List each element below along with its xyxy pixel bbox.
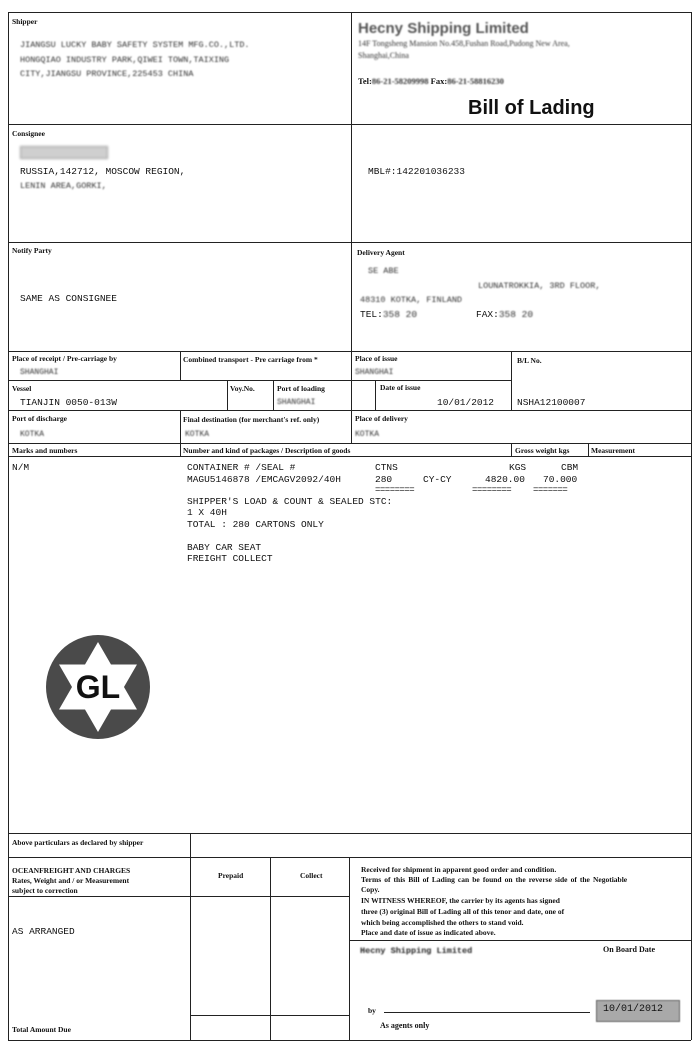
shipper-line-1: JIANGSU LUCKY BABY SAFETY SYSTEM MFG.CO.,LTD.: [20, 40, 250, 50]
charges-subtitle-2: subject to correction: [12, 886, 78, 895]
cbm-header: CBM: [561, 462, 579, 473]
signed-by-label: by: [368, 1006, 376, 1015]
delivery-agent-label: Delivery Agent: [357, 248, 405, 257]
quantity-line: 1 X 40H: [187, 507, 227, 518]
port-of-loading-label: Port of loading: [277, 384, 325, 393]
delivery-agent-line-2: LOUNATROKKIA, 3RD FLOOR,: [478, 281, 601, 291]
kgs-header: KGS: [509, 462, 527, 473]
combined-transport-label: Combined transport - Pre carriage from *: [183, 355, 318, 364]
on-board-date-label: On Board Date: [603, 945, 655, 954]
place-of-delivery-label: Place of delivery: [355, 414, 408, 423]
delivery-agent-line-1: SE ABE: [368, 266, 399, 276]
notify-party-value: SAME AS CONSIGNEE: [20, 293, 117, 304]
charges-subtitle-1: Rates, Weight and / or Measurement: [12, 876, 130, 885]
bl-number-value: NSHA12100007: [517, 397, 586, 408]
final-destination-label: Final destination (for merchant's ref. only): [183, 415, 320, 424]
container-number: MAGU5146878 /EMCAGV2092/40H: [187, 474, 341, 485]
ctns-underline: ========: [375, 485, 415, 495]
kgs-value: 4820.00: [485, 474, 525, 485]
mbl-number: MBL#:142201036233: [368, 166, 465, 177]
kgs-underline: ========: [472, 485, 512, 495]
marks-value: N/M: [12, 462, 30, 473]
redacted-consignee-name: [20, 146, 108, 159]
shipper-line-2: HONGQIAO INDUSTRY PARK,QIWEI TOWN,TAIXING: [20, 55, 230, 65]
final-destination-value: KOTKA: [185, 430, 210, 439]
bl-number-label: B/L No.: [517, 356, 542, 365]
ctns-value: 280: [375, 474, 393, 485]
voyage-number-label: Voy.No.: [230, 384, 255, 393]
term-value: CY-CY: [423, 474, 452, 485]
notify-party-label: Notify Party: [12, 246, 52, 255]
place-of-delivery-value: KOTKA: [355, 430, 380, 439]
terms-line-7: Place and date of issue as indicated above.: [361, 928, 496, 937]
total-amount-due-label: Total Amount Due: [12, 1025, 71, 1034]
shipper-label: Shipper: [12, 17, 38, 26]
marks-and-numbers-label: Marks and numbers: [12, 446, 78, 455]
terms-line-5: three (3) original Bill of Lading all of this tenor and date, one of: [361, 907, 565, 916]
carrier-contact: Tel:86-21-58209998 Fax:86-21-58816230: [358, 76, 504, 86]
port-of-discharge-label: Port of discharge: [12, 414, 67, 423]
stc-line: SHIPPER'S LOAD & COUNT & SEALED STC:: [187, 496, 393, 507]
vessel-value: TIANJIN 0050-013W: [20, 397, 117, 408]
delivery-agent-fax: FAX:358 20: [476, 309, 534, 320]
on-board-date-value: 10/01/2012: [603, 1004, 664, 1015]
date-of-issue-label: Date of issue: [380, 383, 421, 392]
terms-line-6: which being accomplished the others to stand void.: [361, 918, 524, 927]
date-of-issue-value: 10/01/2012: [437, 397, 495, 408]
terms-line-3: Copy.: [361, 885, 380, 894]
shipper-line-3: CITY,JIANGSU PROVINCE,225453 CHINA: [20, 69, 194, 79]
consignee-line-2: LENIN AREA,GORKI,: [20, 181, 107, 191]
terms-line-2: Terms of this Bill of Lading can be found on the reverse side of the Negotiable: [361, 875, 628, 884]
cbm-underline: =======: [533, 485, 568, 495]
terms-line-1: Received for shipment in apparent good order and condition.: [361, 865, 557, 874]
agents-only-label: As agents only: [380, 1021, 430, 1030]
description-of-goods-label: Number and kind of packages / Description of goods: [183, 446, 351, 455]
charges-value: AS ARRANGED: [12, 926, 75, 937]
delivery-agent-tel: TEL:358 20: [360, 309, 418, 320]
freight-terms: FREIGHT COLLECT: [187, 553, 273, 564]
gross-weight-label: Gross weight kgs: [515, 446, 570, 455]
gl-star-logo: [45, 634, 151, 740]
carrier-address-2: Shanghai,China: [358, 51, 409, 60]
signature-company: Hecny Shipping Limited: [360, 946, 473, 956]
logo-text: GL: [75, 669, 121, 705]
cbm-value: 70.000: [543, 474, 578, 485]
place-of-receipt-value: SHANGHAI: [20, 368, 59, 377]
prepaid-label: Prepaid: [218, 871, 244, 880]
port-of-discharge-value: KOTKA: [20, 430, 45, 439]
total-cartons-line: TOTAL : 280 CARTONS ONLY: [187, 519, 324, 530]
consignee-line-1: RUSSIA,142712, MOSCOW REGION,: [20, 166, 186, 177]
carrier-address-1: 14F Tongsheng Mansion No.458,Fushan Road,Pudong New Area,: [358, 39, 570, 48]
consignee-label: Consignee: [12, 129, 45, 138]
item-description: BABY CAR SEAT: [187, 542, 262, 553]
ctns-header: CTNS: [375, 462, 398, 473]
collect-label: Collect: [300, 871, 323, 880]
container-header: CONTAINER # /SEAL #: [187, 462, 296, 473]
vessel-label: Vessel: [12, 384, 32, 393]
terms-line-4: IN WITNESS WHEREOF, the carrier by its agents has signed: [361, 896, 560, 905]
declared-by-shipper-label: Above particulars as declared by shipper: [12, 838, 144, 847]
port-of-loading-value: SHANGHAI: [277, 398, 316, 407]
charges-title: OCEANFREIGHT AND CHARGES: [12, 866, 131, 875]
place-of-receipt-label: Place of receipt / Pre-carriage by: [12, 354, 117, 363]
carrier-name: Hecny Shipping Limited: [358, 20, 529, 37]
place-of-issue-value: SHANGHAI: [355, 368, 394, 377]
document-title: Bill of Lading: [468, 97, 595, 119]
place-of-issue-label: Place of issue: [355, 354, 398, 363]
measurement-label: Measurement: [591, 446, 636, 455]
delivery-agent-line-3: 48310 KOTKA, FINLAND: [360, 295, 463, 305]
